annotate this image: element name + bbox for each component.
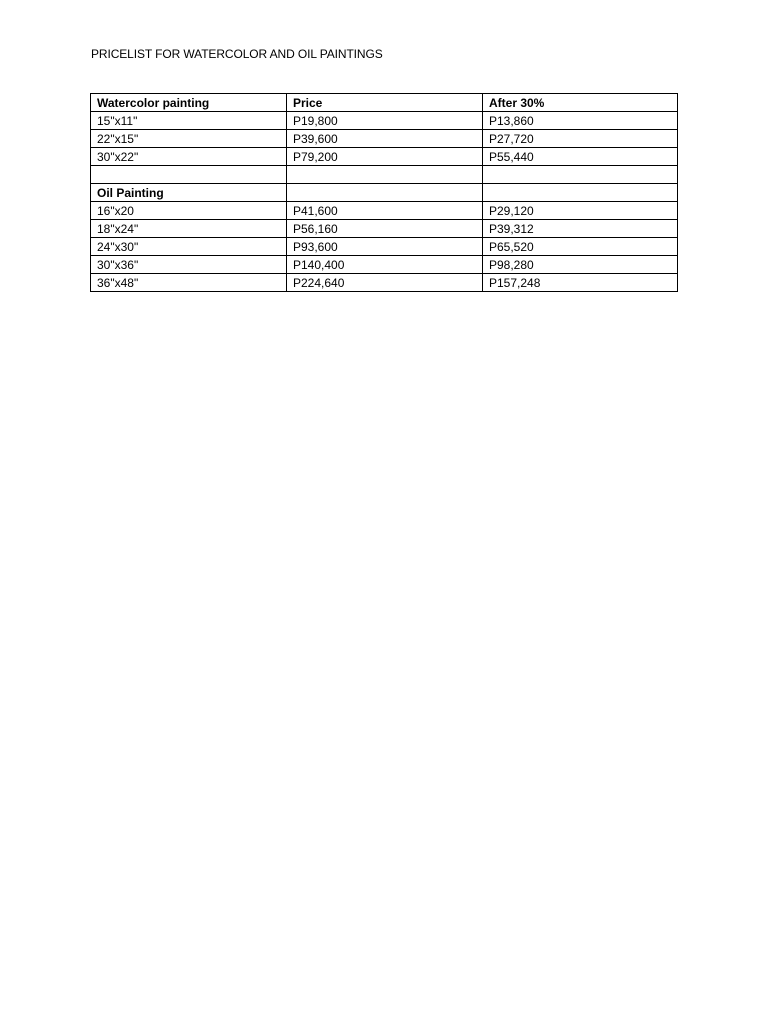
table-row — [91, 256, 678, 274]
size-cell: 15"x11" — [91, 112, 287, 130]
table-row — [91, 238, 678, 256]
price-cell: P19,800 — [287, 112, 483, 130]
size-cell: 30"x22" — [91, 148, 287, 166]
discounted-price-cell: P13,860 — [483, 112, 678, 130]
page-title: PRICELIST FOR WATERCOLOR AND OIL PAINTINGS — [91, 47, 383, 61]
discounted-price-cell: P55,440 — [483, 148, 678, 166]
oil-painting-heading: Oil Painting — [91, 184, 287, 202]
discounted-price-cell: P29,120 — [483, 202, 678, 220]
table-header-row — [91, 94, 678, 112]
size-cell: 36"x48" — [91, 274, 287, 292]
table-row — [91, 148, 678, 166]
table-row — [91, 112, 678, 130]
price-cell: P93,600 — [287, 238, 483, 256]
size-cell: 18"x24" — [91, 220, 287, 238]
header-after-discount: After 30% — [483, 94, 678, 112]
size-cell: 16"x20 — [91, 202, 287, 220]
size-cell: 24"x30" — [91, 238, 287, 256]
discounted-price-cell: P98,280 — [483, 256, 678, 274]
empty-cell — [91, 166, 287, 184]
size-cell: 30"x36" — [91, 256, 287, 274]
table-row — [91, 130, 678, 148]
discounted-price-cell: P157,248 — [483, 274, 678, 292]
empty-cell — [483, 166, 678, 184]
price-cell: P39,600 — [287, 130, 483, 148]
price-cell: P56,160 — [287, 220, 483, 238]
price-cell: P140,400 — [287, 256, 483, 274]
table-row — [91, 220, 678, 238]
table-row — [91, 274, 678, 292]
discounted-price-cell: P27,720 — [483, 130, 678, 148]
price-cell: P224,640 — [287, 274, 483, 292]
empty-cell — [483, 184, 678, 202]
price-cell: P41,600 — [287, 202, 483, 220]
empty-cell — [287, 184, 483, 202]
price-cell: P79,200 — [287, 148, 483, 166]
oil-painting-heading-row — [91, 184, 678, 202]
empty-row — [91, 166, 678, 184]
discounted-price-cell: P39,312 — [483, 220, 678, 238]
size-cell: 22"x15" — [91, 130, 287, 148]
price-table — [90, 93, 678, 292]
header-watercolor-painting: Watercolor painting — [91, 94, 287, 112]
empty-cell — [287, 166, 483, 184]
discounted-price-cell: P65,520 — [483, 238, 678, 256]
header-price: Price — [287, 94, 483, 112]
table-row — [91, 202, 678, 220]
